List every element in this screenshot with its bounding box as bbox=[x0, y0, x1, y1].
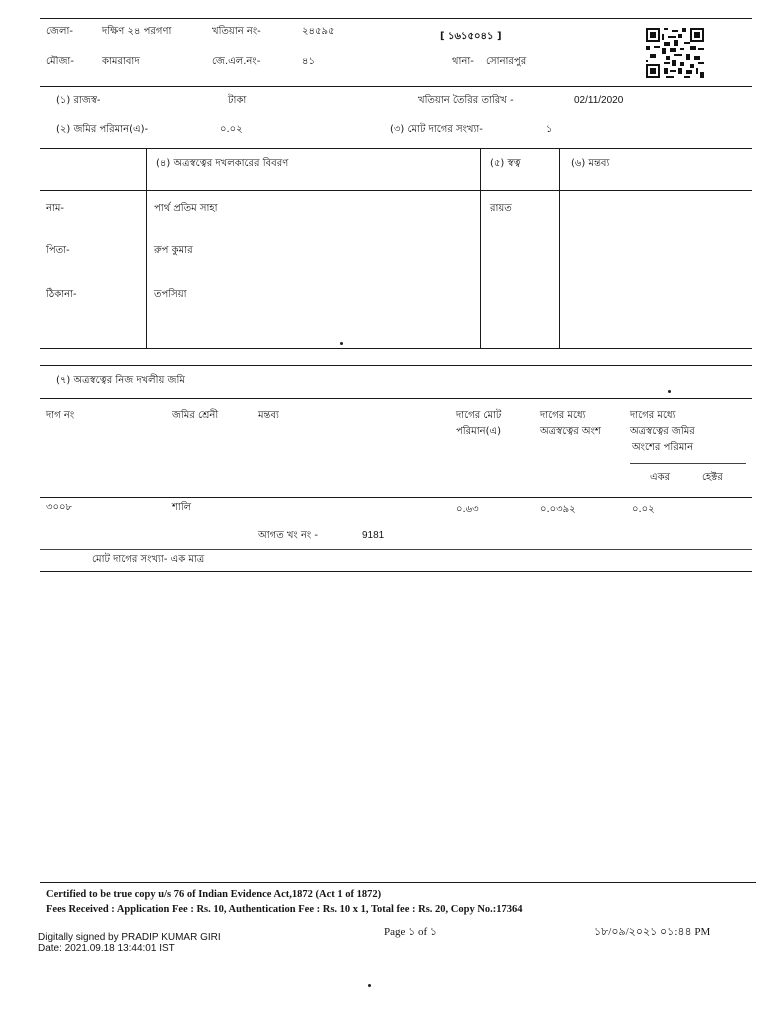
col-land-remarks: মন্তব্য bbox=[258, 410, 279, 421]
header-top-rule bbox=[40, 18, 752, 19]
col-remarks: (৬) মন্তব্য bbox=[571, 158, 610, 169]
land-area-label: (২) জমির পরিমান(এ)- bbox=[56, 124, 149, 135]
owner-table-divider-2 bbox=[480, 148, 481, 348]
khatian-no-label: খতিয়ান নং- bbox=[212, 26, 261, 37]
owner-table-divider-1 bbox=[146, 148, 147, 348]
footer-top-rule bbox=[40, 882, 756, 883]
col-dag-total-line2: পরিমান(এ) bbox=[456, 426, 501, 437]
agata-khatian-label: আগত খং নং - bbox=[258, 530, 319, 541]
print-datetime: ১৮/০৯/২০২১ ০১:৪৪ PM bbox=[594, 926, 711, 938]
col-land-class: জমির শ্রেনী bbox=[172, 410, 219, 421]
digitally-signed-date: Date: 2021.09.18 13:44:01 IST bbox=[38, 943, 175, 954]
col-dag-total-line1: দাগের মোট bbox=[456, 410, 502, 421]
khatian-no-value: ২৪৫৯৫ bbox=[302, 26, 335, 37]
share-area-cell: ০.০২ bbox=[632, 504, 655, 515]
land-section-title: (৭) অত্রস্বত্বের নিজ দখলীয় জমি bbox=[56, 375, 185, 386]
unit-hectare: হেক্টর bbox=[702, 472, 723, 483]
district-value: দক্ষিণ ২৪ পরগণা bbox=[102, 26, 172, 37]
address-label: ঠিকানা- bbox=[46, 289, 77, 300]
ref-number: [ ১৬১৫০৪১ ] bbox=[440, 31, 502, 42]
total-dag-text: মোট দাগের সংখ্যা- এক মাত্র bbox=[92, 554, 205, 565]
land-section-top-rule bbox=[40, 365, 752, 366]
jl-no-label: জে.এল.নং- bbox=[212, 56, 261, 67]
land-area-value: ০.০২ bbox=[220, 124, 243, 135]
col-share-line1: দাগের মধ্যে bbox=[540, 410, 586, 421]
owner-right-value: রায়ত bbox=[490, 203, 512, 214]
scan-speck bbox=[668, 390, 671, 393]
qr-code-icon bbox=[646, 28, 704, 78]
creation-date-value: 02/11/2020 bbox=[574, 95, 624, 106]
mouza-value: কামরাবাদ bbox=[102, 56, 140, 67]
col-share-line2: অত্রস্বত্বের অংশ bbox=[540, 426, 601, 437]
total-dag-top-rule bbox=[40, 549, 752, 550]
dag-no-cell: ৩০০৮ bbox=[46, 502, 72, 513]
total-dag-label: (৩) মোট দাগের সংখ্যা- bbox=[390, 124, 483, 135]
land-table-header-bottom-rule bbox=[40, 497, 752, 498]
fees-text: Fees Received : Application Fee : Rs. 10, Authentication Fee : Rs. 10 x 1, Total fee : Rs. 20, Copy No.:17364 bbox=[46, 904, 523, 915]
father-value: রুপ কুমার bbox=[154, 245, 193, 256]
col-share-area-line3: অংশের পরিমান bbox=[632, 442, 694, 453]
jl-no-value: ৪১ bbox=[302, 56, 315, 67]
agata-khatian-value: 9181 bbox=[362, 530, 385, 541]
col-right: (৫) স্বত্ব bbox=[490, 158, 521, 169]
mouza-label: মৌজা- bbox=[46, 56, 74, 67]
certified-text: Certified to be true copy u/s 76 of Indian Evidence Act,1872 (Act 1 of 1872) bbox=[46, 889, 382, 900]
owner-table-divider-3 bbox=[559, 148, 560, 348]
land-class-cell: শালি bbox=[172, 502, 192, 513]
header-bottom-rule bbox=[40, 86, 752, 87]
scan-speck bbox=[340, 342, 343, 345]
share-cell: ০.০৩৯২ bbox=[540, 504, 576, 515]
scan-speck bbox=[368, 984, 371, 987]
share-area-unit-rule bbox=[630, 463, 746, 464]
page-number: Page ১ of ১ bbox=[384, 926, 438, 938]
revenue-value: টাকা bbox=[228, 95, 247, 106]
owner-table-bottom-rule bbox=[40, 348, 752, 349]
land-section-bottom-rule bbox=[40, 571, 752, 572]
col-share-area-line1: দাগের মধ্যে bbox=[630, 410, 676, 421]
total-dag-value: ১ bbox=[546, 124, 553, 135]
father-label: পিতা- bbox=[46, 245, 70, 256]
owner-name-value: পার্থ প্রতিম সাহা bbox=[154, 203, 218, 214]
col-holder-details: (৪) অত্রস্বত্বের দখলকারের বিবরণ bbox=[156, 158, 289, 169]
digitally-signed-text: Digitally signed by PRADIP KUMAR GIRI bbox=[38, 932, 221, 943]
thana-value: সোনারপুর bbox=[486, 56, 527, 67]
col-share-area-line2: অত্রস্বত্বের জমির bbox=[630, 426, 695, 437]
col-dag-no: দাগ নং bbox=[46, 410, 75, 421]
creation-date-label: খতিয়ান তৈরির তারিখ - bbox=[418, 95, 514, 106]
dag-total-cell: ০.৬৩ bbox=[456, 504, 479, 515]
land-table-header-top-rule bbox=[40, 398, 752, 399]
revenue-label: (১) রাজস্ব- bbox=[56, 95, 101, 106]
thana-label: থানা- bbox=[452, 56, 474, 67]
address-value: তপসিয়া bbox=[154, 289, 187, 300]
district-label: জেলা- bbox=[46, 26, 73, 37]
owner-name-label: নাম- bbox=[46, 203, 65, 214]
unit-acre: একর bbox=[650, 472, 671, 483]
